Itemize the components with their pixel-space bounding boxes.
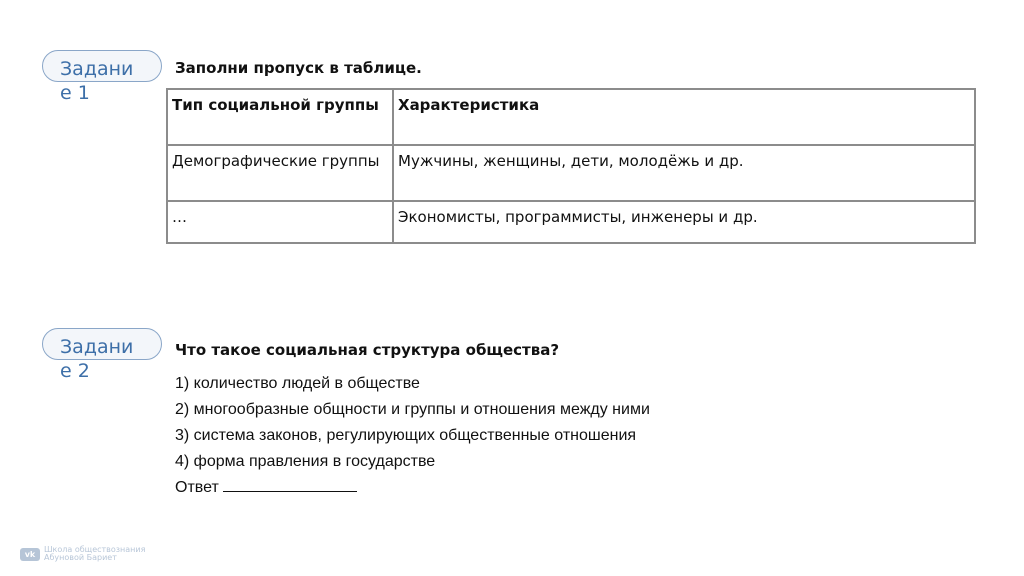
answer-options	[175, 371, 650, 501]
footer-line-1: Школа обществознания	[44, 545, 146, 554]
answer-blank-line	[223, 477, 357, 492]
task-2-question: Что такое социальная структура общества?	[175, 341, 560, 359]
cell-characteristic: Экономисты, программисты, инженеры и др.	[393, 201, 975, 243]
table-row	[167, 201, 975, 243]
option-2: 2) многообразные общности и группы и отношения между ними	[175, 401, 650, 418]
table-header-row	[167, 89, 975, 145]
header-characteristic: Характеристика	[393, 89, 975, 145]
option-4: 4) форма правления в государстве	[175, 453, 436, 470]
vk-icon: vk	[20, 548, 40, 561]
cell-group-type: Демографические группы	[167, 145, 393, 201]
answer-row	[175, 475, 650, 501]
option-1: 1) количество людей в обществе	[175, 375, 420, 392]
footer-line-2: Абуновой Бариет	[44, 553, 117, 562]
answer-label: Ответ	[175, 479, 219, 496]
task-2-label: Задание 2	[60, 336, 134, 382]
cell-group-type-blank: …	[167, 201, 393, 243]
footer-watermark	[20, 546, 145, 562]
option-3: 3) система законов, регулирующих общественные отношения	[175, 427, 637, 444]
footer-text-block	[44, 546, 145, 562]
header-group-type: Тип социальной группы	[167, 89, 393, 145]
cell-characteristic: Мужчины, женщины, дети, молодёжь и др.	[393, 145, 975, 201]
task-1-label: Задание 1	[60, 58, 134, 104]
table-row	[167, 145, 975, 201]
task-1-heading: Заполни пропуск в таблице.	[175, 59, 422, 77]
social-groups-table	[166, 88, 976, 244]
